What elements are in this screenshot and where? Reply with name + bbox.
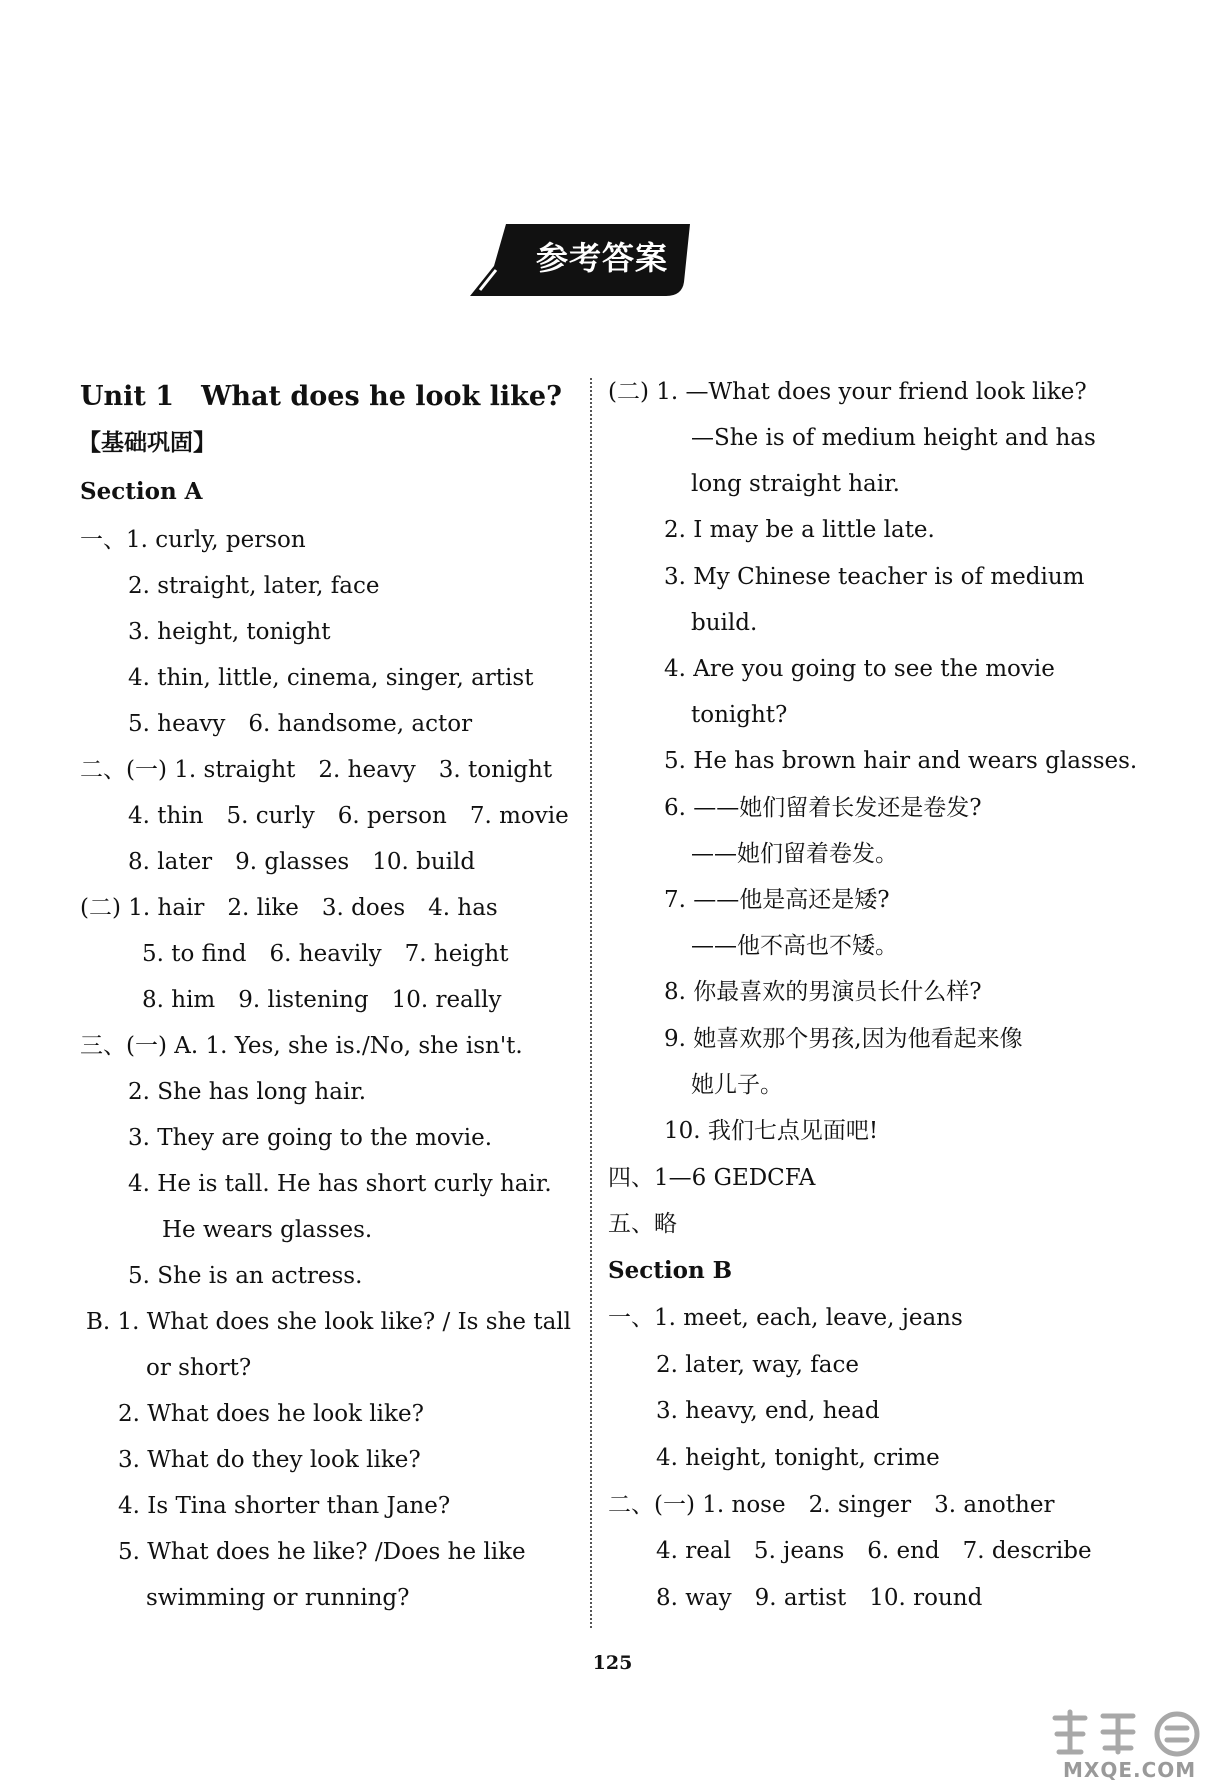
answer-line: 5. to find 6. heavily 7. height [142, 941, 509, 967]
answer-line: 4. height, tonight, crime [656, 1445, 940, 1471]
answer-line: 3. They are going to the movie. [128, 1125, 493, 1151]
watermark-glyphs-icon [1045, 1708, 1215, 1758]
answer-line: 4. Are you going to see the movie [664, 656, 1055, 682]
answer-line: 5. heavy 6. handsome, actor [128, 711, 473, 737]
answer-line: —She is of medium height and has [691, 425, 1096, 451]
answer-line: 三、(一) A. 1. Yes, she is./No, she isn't. [80, 1033, 523, 1059]
answer-line: 2. What does he look like? [118, 1401, 424, 1427]
answer-line: 二、(一) 1. straight 2. heavy 3. tonight [80, 757, 553, 783]
answer-line: 3. My Chinese teacher is of medium [664, 564, 1085, 590]
answer-line: 9. 她喜欢那个男孩,因为他看起来像 [664, 1026, 1023, 1052]
answer-line: (二) 1. hair 2. like 3. does 4. has [80, 895, 498, 921]
answer-line: 2. straight, later, face [128, 573, 380, 599]
answer-line: 10. 我们七点见面吧! [664, 1118, 879, 1144]
answer-line: 2. later, way, face [656, 1352, 859, 1378]
column-divider [590, 378, 592, 1628]
watermark-logo [1045, 1708, 1215, 1788]
answer-line: or short? [146, 1355, 252, 1381]
answer-line: (二) 1. —What does your friend look like? [608, 379, 1087, 405]
answer-line: 5. What does he like? /Does he like [118, 1539, 526, 1565]
answer-line: 4. Is Tina shorter than Jane? [118, 1493, 451, 1519]
answer-line: swimming or running? [146, 1585, 410, 1611]
answer-line: 一、1. meet, each, leave, jeans [608, 1305, 963, 1331]
answer-line: 4. real 5. jeans 6. end 7. describe [656, 1538, 1092, 1564]
answer-line: 3. heavy, end, head [656, 1398, 880, 1424]
answer-line: long straight hair. [691, 471, 900, 497]
answer-line: 8. way 9. artist 10. round [656, 1585, 983, 1611]
answer-line: 2. She has long hair. [128, 1079, 367, 1105]
answer-line: 8. later 9. glasses 10. build [128, 849, 476, 875]
page-number: 125 [592, 1652, 633, 1674]
answer-line: 7. ——他是高还是矮? [664, 887, 890, 913]
banner-title: 参考答案 [535, 239, 668, 277]
answer-line: 3. height, tonight [128, 619, 331, 645]
answer-line: 4. He is tall. He has short curly hair. [128, 1171, 552, 1197]
watermark-url: MXQE.COM [1063, 1758, 1197, 1782]
answer-line: tonight? [691, 702, 788, 728]
answer-line: build. [691, 610, 758, 636]
answer-line: 6. ——她们留着长发还是卷发? [664, 795, 982, 821]
section-a-title: Section A [80, 478, 203, 505]
answer-line: 5. He has brown hair and wears glasses. [664, 748, 1138, 774]
answer-line: 4. thin, little, cinema, singer, artist [128, 665, 534, 691]
answer-line: 她儿子。 [691, 1072, 783, 1098]
answer-line: 一、1. curly, person [80, 527, 306, 553]
answer-line: ——他不高也不矮。 [691, 933, 898, 959]
unit-title: Unit 1 What does he look like? [80, 381, 562, 412]
section-heading-basic: 【基础巩固】 [78, 430, 216, 456]
answer-line: 五、略 [608, 1211, 677, 1237]
section-b-title: Section B [608, 1257, 733, 1284]
answer-line: ——她们留着卷发。 [691, 841, 898, 867]
answer-line: 四、1—6 GEDCFA [608, 1165, 816, 1191]
answer-line: 8. him 9. listening 10. really [142, 987, 502, 1013]
answer-line: 二、(一) 1. nose 2. singer 3. another [608, 1492, 1055, 1518]
answer-line: 3. What do they look like? [118, 1447, 421, 1473]
answer-line: 5. She is an actress. [128, 1263, 363, 1289]
answer-line: B. 1. What does she look like? / Is she tall [86, 1309, 571, 1335]
answer-line: 4. thin 5. curly 6. person 7. movie [128, 803, 569, 829]
answer-banner [470, 220, 690, 300]
answer-line: 8. 你最喜欢的男演员长什么样? [664, 979, 982, 1005]
answer-line: He wears glasses. [162, 1217, 373, 1243]
answer-line: 2. I may be a little late. [664, 517, 935, 543]
